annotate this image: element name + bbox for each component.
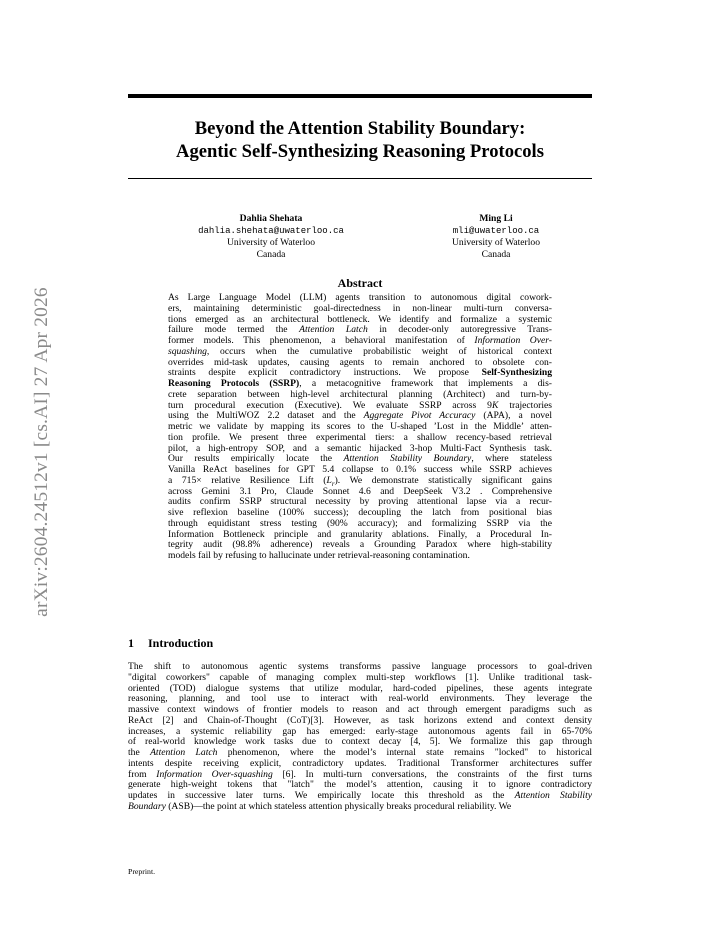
title-rule-bottom bbox=[128, 178, 592, 179]
intro-line: "digital coworkers" capable of managing complex multi-step workflows [1]. Unlike traditional task- bbox=[128, 672, 592, 683]
abstract-line: metric we validate by mapping its scores to the U-shaped ’Lost in the Middle’ atten- bbox=[168, 422, 552, 432]
abstract-line: Vanilla ReAct baselines for GPT 5.4 collapse to 0.1% success while SSRP achieves bbox=[168, 465, 552, 475]
abstract-line: squashing, occurs when the cumulative probabilistic weight of historical context bbox=[168, 346, 552, 357]
intro-line: Boundary (ASB)—the point at which stateless attention physically breaks procedural reliability. We bbox=[128, 801, 512, 812]
intro-line: massive context windows of frontier models to reason and act through emergent paradigms such as bbox=[128, 705, 592, 715]
title-rule-top bbox=[128, 94, 592, 98]
author-country: Canada bbox=[481, 249, 511, 260]
author-affiliation: University of Waterloo bbox=[451, 237, 541, 248]
author-name: Dahlia Shehata bbox=[239, 213, 303, 224]
author-block-1 bbox=[171, 213, 371, 261]
abstract-line: models fail by refusing to hallucinate under retrieval-reasoning contamination. bbox=[168, 551, 470, 561]
abstract-line: a 715× relative Resilience Lift $(L_r)$. We demonstrate statistically significant gains bbox=[168, 475, 552, 487]
author-email: dahlia.shehata@uwaterloo.ca bbox=[198, 226, 344, 236]
abstract-line: using the MultiWOZ 2.2 dataset and the Aggregate Pivot Accuracy (APA), a novel bbox=[168, 411, 552, 422]
abstract-line: across Gemini 3.1 Pro, Claude Sonnet 4.6 and DeepSeek V3.2 . Comprehensive bbox=[168, 486, 552, 497]
intro-line: of real-world knowledge work tasks due to context decay [4, 5]. We formalize this gap through bbox=[128, 737, 592, 748]
abstract-line: Information Bottleneck principle and granularity ablations. Finally, a Procedural In- bbox=[168, 529, 552, 540]
author-name: Ming Li bbox=[479, 213, 513, 224]
abstract-line: failure mode termed the Attention Latch in decoder-only autoregressive Trans- bbox=[168, 325, 552, 336]
intro-line: intents despite receiving explicit, contradictory updates. Traditional Transformer architectures suffer bbox=[128, 758, 592, 769]
intro-line: updates in successive later turns. We empirically locate this threshold as the Attention Stability bbox=[128, 791, 592, 801]
abstract-body bbox=[168, 293, 552, 562]
paper-title-line-1: Beyond the Attention Stability Boundary: bbox=[194, 118, 526, 139]
intro-line: ReAct [2] and Chain-of-Thought (CoT)[3]. However, as task horizons extend and context density bbox=[128, 715, 592, 726]
arxiv-identifier-text: arXiv:2604.24512v1 [cs.AI] 27 Apr 2026 bbox=[31, 287, 52, 617]
intro-line: from Information Over-squashing [6]. In multi-turn conversations, the constraints of the first turns bbox=[128, 769, 592, 780]
abstract-line: tions emerged as an architectural bottleneck. We identify and formalize a systemic bbox=[168, 314, 552, 325]
abstract-line: audits confirm SSRP structural necessity by proving attentional lapse via a recur- bbox=[168, 497, 552, 508]
abstract-line: through equidistant stress testing (90% accuracy); and formalizing SSRP via the bbox=[168, 518, 552, 529]
abstract-line: tegrity audit (98.8% adherence) reveals a Grounding Paradox where high-stability bbox=[168, 540, 552, 551]
abstract-line: turn procedural execution (Executive). We evaluate SSRP across 9K trajectories bbox=[168, 400, 552, 411]
abstract-heading: Abstract bbox=[337, 276, 383, 290]
abstract-line: Our results empirically locate the Attention Stability Boundary, where stateless bbox=[168, 454, 552, 465]
abstract-line: former models. This phenomenon, a behavioral manifestation of Information Over- bbox=[168, 336, 552, 346]
abstract-line: As Large Language Model (LLM) agents transition to autonomous digital cowork- bbox=[168, 293, 552, 303]
intro-line: oriented (TOD) dialogue systems that utilize modular, hard-coded pipelines, these agents integrate bbox=[128, 683, 592, 694]
author-block-2 bbox=[396, 213, 596, 261]
author-email: mli@uwaterloo.ca bbox=[452, 226, 540, 236]
intro-line: generate high-weight tokens that "latch" the model’s attention, causing it to ignore contradictory bbox=[128, 780, 592, 791]
author-affiliation: University of Waterloo bbox=[226, 237, 316, 248]
intro-line: The shift to autonomous agentic systems transforms passive language processors to goal-driven bbox=[128, 662, 592, 672]
section-number: 1 bbox=[128, 636, 134, 650]
abstract-line: pilot, a high-entropy SOP, and a semantic hijacked 3-hop Multi-Fact Synthesis task. bbox=[168, 443, 552, 454]
abstract-line: tion profile. We present three experimental tiers: a shallow recency-based retrieval bbox=[168, 432, 552, 443]
abstract-line: overrides mid-task updates, causing agents to remain anchored to obsolete con- bbox=[168, 357, 552, 368]
author-country: Canada bbox=[256, 249, 286, 260]
introduction-body bbox=[128, 662, 592, 813]
abstract-line: ers, maintaining deterministic goal-directedness in non-linear multi-turn conversa- bbox=[168, 303, 552, 314]
section-title: Introduction bbox=[148, 636, 214, 650]
paper-title-line-2: Agentic Self-Synthesizing Reasoning Protocols bbox=[176, 141, 544, 162]
abstract-line: crete separation between high-level architectural planning (Architect) and turn-by- bbox=[168, 389, 552, 400]
intro-line: reasoning, planning, and tool use to interact with real-world environments. They leverage the bbox=[128, 694, 592, 705]
abstract-line: Reasoning Protocols (SSRP), a metacognitive framework that implements a dis- bbox=[168, 379, 552, 389]
abstract-line: sive reflexion baseline (100% success); decoupling the latch from positional bias bbox=[168, 508, 552, 518]
abstract-line: straints despite explicit contradictory instructions. We propose Self-Synthesizing bbox=[168, 368, 552, 379]
section-heading bbox=[128, 636, 592, 650]
intro-line: the Attention Latch phenomenon, where the model’s internal state remains "locked" to historical bbox=[128, 748, 592, 758]
intro-line: increases, a systemic reliability gap has emerged: early-stage autonomous agents fail in 65-70% bbox=[128, 726, 592, 737]
footer-note: Preprint. bbox=[128, 867, 156, 876]
